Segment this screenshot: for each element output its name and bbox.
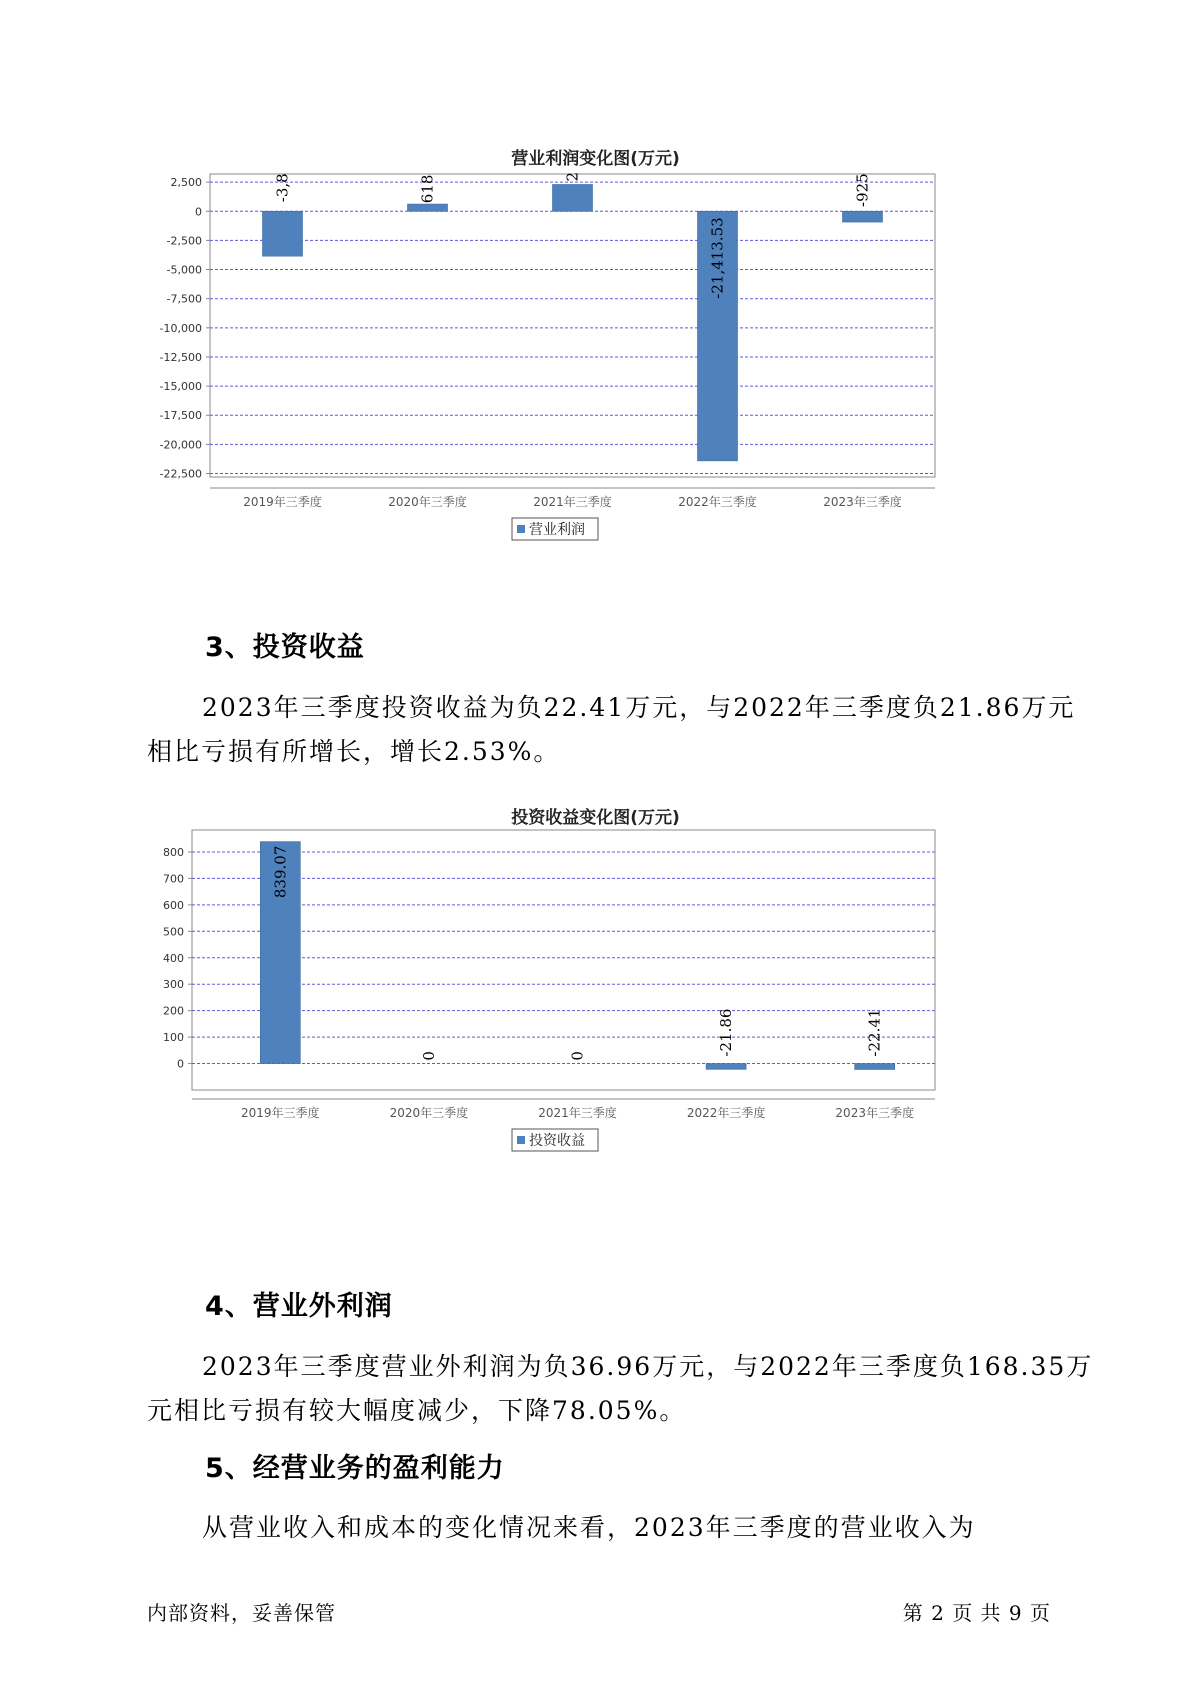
chart2-title: 投资收益变化图(万元) [511,808,680,828]
section3-line-2: 相比亏损有所增长，增长2.53%。 [147,737,561,766]
section5-heading: 5、经营业务的盈利能力 [205,1453,505,1484]
x-tick-label: 2023年三季度 [835,1106,914,1120]
data-label: 2 [563,171,582,182]
y-tick-label: 600 [163,898,184,912]
y-tick-label: -2,500 [166,234,202,248]
x-tick-label: 2019年三季度 [241,1106,320,1120]
investment-income-chart [0,828,1191,1248]
y-tick-label: 2,500 [170,176,202,190]
y-tick-label: -17,500 [159,409,202,423]
x-tick-label: 2020年三季度 [389,1106,469,1120]
y-tick-label: 0 [195,205,202,219]
y-tick-label: -5,000 [166,263,202,277]
legend-swatch [517,1136,525,1144]
bar [855,1064,895,1070]
y-tick-label: -15,000 [159,380,202,394]
y-tick-label: 700 [163,872,184,886]
x-tick-label: 2020年三季度 [388,495,467,509]
data-label: -3,8 [273,173,292,203]
x-tick-label: 2022年三季度 [678,495,757,509]
operating-profit-chart [0,170,1191,590]
chart1-title: 营业利润变化图(万元) [511,149,680,169]
data-label: -925 [853,173,872,207]
footer-page-number: 第 2 页 共 9 页 [902,1601,1051,1625]
bar [553,184,593,211]
data-label: 0 [568,1051,587,1061]
y-tick-label: -22,500 [159,467,202,481]
y-tick-label: 100 [163,1031,184,1045]
section5-line-1: 从营业收入和成本的变化情况来看，2023年三季度的营业收入为 [202,1513,976,1542]
data-label: -21.86 [717,1008,736,1057]
x-tick-label: 2021年三季度 [533,495,612,509]
footer-confidential: 内部资料，妥善保管 [147,1601,336,1625]
y-tick-label: 500 [163,925,184,939]
section4-heading: 4、营业外利润 [205,1291,393,1322]
section3-heading: 3、投资收益 [205,632,365,663]
data-label: -22.41 [865,1008,884,1057]
y-tick-label: 800 [163,845,184,859]
section4-line-2: 元相比亏损有较大幅度减少，下降78.05%。 [147,1396,687,1425]
x-tick-label: 2021年三季度 [538,1106,617,1120]
x-tick-label: 2023年三季度 [823,495,902,509]
y-tick-label: 400 [163,951,184,965]
y-tick-label: 200 [163,1004,184,1018]
y-tick-label: -12,500 [159,350,202,364]
y-tick-label: -10,000 [159,321,202,335]
bar [408,204,448,211]
section4-line-1: 2023年三季度营业外利润为负36.96万元，与2022年三季度负168.35万 [202,1352,1094,1381]
x-tick-label: 2019年三季度 [243,495,322,509]
x-tick-label: 2022年三季度 [686,1106,766,1120]
plot-area [192,830,935,1090]
data-label: 0 [419,1051,438,1061]
legend-label: 营业利润 [529,522,585,538]
legend-swatch [517,525,525,533]
bar [843,211,883,222]
section3-line-1: 2023年三季度投资收益为负22.41万元，与2022年三季度负21.86万元 [202,693,1076,722]
data-label: 618 [418,174,437,204]
y-tick-label: -7,500 [166,292,202,306]
bar [706,1064,746,1070]
y-tick-label: 0 [177,1057,184,1071]
y-tick-label: -20,000 [159,438,202,452]
data-label: 839.07 [271,845,290,899]
legend-label: 投资收益 [529,1133,585,1149]
plot-area [210,171,935,477]
y-tick-label: 300 [163,978,184,992]
bar [263,211,303,256]
data-label: -21,413.53 [708,217,727,299]
